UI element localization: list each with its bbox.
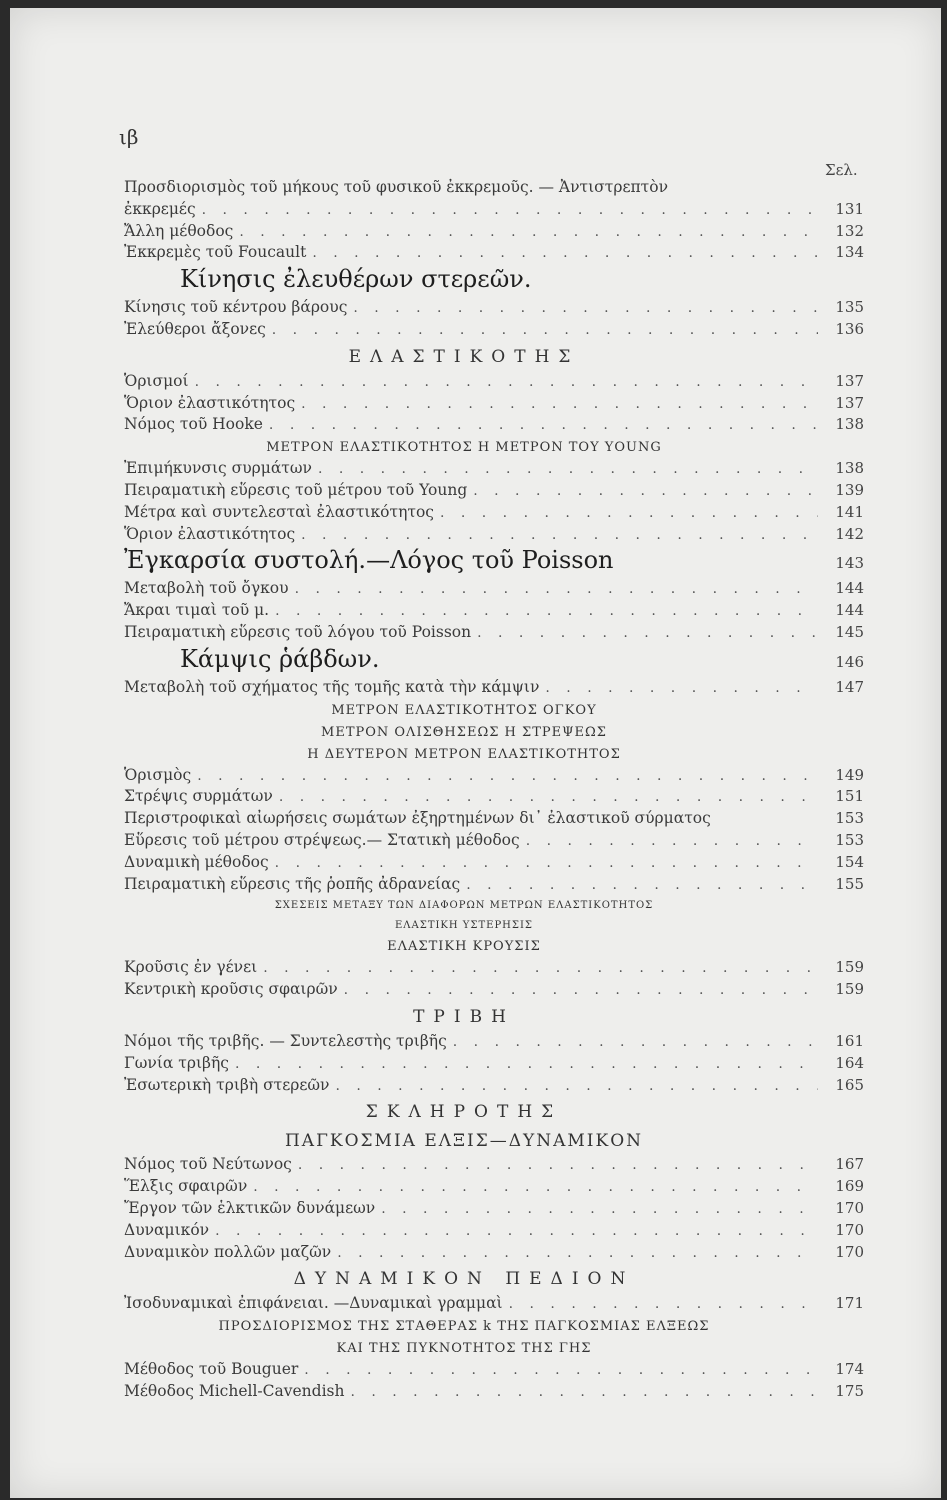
toc-entry: [124, 1221, 864, 1243]
entry-page-number: 144: [835, 601, 864, 620]
dot-leader: [263, 960, 818, 976]
dot-leader: [269, 417, 818, 433]
section-heading: ΕΛΑΣΤΙΚΗ ΥΣΤΕΡΗΣΙΣ: [395, 920, 533, 932]
entry-page-number: 143: [835, 554, 864, 573]
toc-entry: [124, 958, 864, 980]
toc-entry: [124, 415, 864, 437]
dot-leader: [195, 374, 818, 390]
entry-page-number: 174: [835, 1360, 864, 1379]
entry-title: Μέτρα καὶ συντελεσταὶ ἐλαστικότητος: [124, 502, 434, 521]
dot-leader: [215, 1223, 818, 1239]
dot-leader: [197, 768, 818, 784]
dot-leader: [312, 245, 818, 261]
toc-entry: [124, 200, 864, 222]
entry-title: Μέθοδος τοῦ Bouguer: [124, 1360, 299, 1379]
entry-title: Ὁρισμὸς: [124, 765, 192, 784]
toc-entry: [124, 1032, 864, 1054]
dot-leader: [275, 855, 818, 871]
entry-page-number: 151: [835, 787, 864, 806]
dot-leader: [344, 982, 818, 998]
entry-title: Ὅριον ἐλαστικότητος: [124, 393, 296, 412]
page-number: ιβ: [119, 125, 139, 149]
dot-leader: [279, 789, 818, 805]
dot-leader: [239, 224, 818, 240]
entry-page-number: 170: [835, 1220, 864, 1239]
entry-title: Εὕρεσις τοῦ μέτρου στρέψεως.— Στατικὴ μέθοδος: [124, 830, 520, 849]
toc-entry: [124, 809, 864, 831]
dot-leader: [526, 833, 818, 849]
entry-title: Ἔργον τῶν ἑλκτικῶν δυνάμεων: [124, 1198, 376, 1217]
entry-title: Δυναμικὸν πολλῶν μαζῶν: [124, 1242, 332, 1261]
entry-page-number: 131: [835, 199, 864, 218]
entry-title: Ὁρισμοί: [124, 371, 189, 390]
dot-leader: [253, 1179, 818, 1195]
section-heading: ΕΛΑΣΤΙΚΗ ΚΡΟΥΣΙΣ: [387, 939, 541, 955]
entry-title: Ὅριον ἐλαστικότητος: [124, 524, 296, 543]
entry-title: Κάμψις ῥάβδων.: [180, 644, 380, 673]
dot-leader: [318, 461, 818, 477]
toc-entry: [124, 481, 864, 503]
entry-page-number: 164: [835, 1053, 864, 1072]
toc-entry: [124, 1360, 864, 1382]
page-column-label: Σελ.: [825, 161, 858, 179]
toc-entry: [124, 1294, 864, 1316]
toc-entry: [124, 243, 864, 265]
toc-entry: [124, 372, 864, 394]
dot-leader: [509, 1296, 818, 1312]
dot-leader: [477, 625, 818, 641]
entry-title: Μέθοδος Michell-Cavendish: [124, 1381, 345, 1400]
entry-page-number: 137: [835, 371, 864, 390]
entry-title: Πειραματικὴ εὕρεσις τῆς ῥοπῆς ἀδρανείας: [124, 874, 461, 893]
entry-page-number: 169: [835, 1177, 864, 1196]
entry-page-number: 138: [835, 459, 864, 478]
entry-title: Ἄκραι τιμαὶ τοῦ μ.: [124, 601, 270, 620]
entry-title: Ἄλλη μέθοδος: [124, 221, 234, 240]
toc-entry: [124, 601, 864, 623]
entry-page-number: 134: [835, 243, 864, 262]
entry-page-number: 136: [835, 319, 864, 338]
entry-title: Κεντρικὴ κροῦσις σφαιρῶν: [124, 980, 338, 999]
entry-page-number: 153: [835, 809, 864, 828]
entry-page-number: 171: [835, 1294, 864, 1313]
entry-title: ἐκκρεμές: [124, 199, 196, 218]
section-heading: ΜΕΤΡΟΝ ΕΛΑΣΤΙΚΟΤΗΤΟΣ Η ΜΕΤΡΟΝ ΤΟΥ YOUNG: [266, 440, 662, 456]
toc-entry: [124, 320, 864, 342]
toc-entry: [124, 298, 864, 320]
entry-title: Ἰσοδυναμικαὶ ἐπιφάνειαι. —Δυναμικαὶ γραμμαὶ: [124, 1294, 503, 1313]
section-heading: ΤΡΙΒΗ: [413, 1006, 515, 1027]
toc-entry: [124, 178, 864, 200]
toc-entry: [124, 459, 864, 481]
section-heading: ΠΑΓΚΟΣΜΙΑ ΕΛΞΙΣ—ΔΥΝΑΜΙΚΟΝ: [284, 1131, 644, 1152]
entry-page-number: 141: [835, 502, 864, 521]
dot-leader: [272, 322, 818, 338]
toc-entry: [124, 831, 864, 853]
section-heading: ΜΕΤΡΟΝ ΕΛΑΣΤΙΚΟΤΗΤΟΣ ΟΓΚΟΥ: [331, 702, 597, 718]
table-of-contents: [124, 178, 864, 1404]
dot-leader: [335, 1078, 818, 1094]
section-heading: ΠΡΟΣΔΙΟΡΙΣΜΟΣ ΤΗΣ ΣΤΑΘΕΡΑΣ k ΤΗΣ ΠΑΓΚΟΣΜΙΑΣ ΕΛΞΕΩΣ: [218, 1319, 710, 1335]
toc-entry: [124, 787, 864, 809]
entry-page-number: 149: [835, 765, 864, 784]
dot-leader: [298, 1157, 818, 1173]
entry-page-number: 142: [835, 524, 864, 543]
dot-leader: [202, 202, 818, 218]
toc-entry: [124, 678, 864, 700]
entry-title: Νόμος τοῦ Hooke: [124, 415, 263, 434]
chapter-entry: [124, 265, 864, 298]
dot-leader: [301, 396, 818, 412]
entry-title: Ἐσωτερικὴ τριβὴ στερεῶν: [124, 1075, 330, 1094]
toc-entry: [124, 1076, 864, 1098]
entry-title: Κροῦσις ἐν γένει: [124, 958, 258, 977]
dot-leader: [545, 680, 818, 696]
dot-leader: [440, 505, 818, 521]
entry-page-number: 139: [835, 480, 864, 499]
section-heading: ΣΚΛΗΡΟΤΗΣ: [365, 1102, 563, 1123]
toc-entry: [124, 1155, 864, 1177]
entry-page-number: 147: [835, 677, 864, 696]
entry-page-number: 135: [835, 298, 864, 317]
entry-page-number: 146: [835, 652, 864, 671]
toc-entry: [124, 525, 864, 547]
dot-leader: [453, 1034, 818, 1050]
entry-page-number: 159: [835, 958, 864, 977]
entry-page-number: 170: [835, 1198, 864, 1217]
entry-title: Νόμος τοῦ Νεύτωνος: [124, 1155, 292, 1174]
toc-entry: [124, 853, 864, 875]
entry-page-number: 137: [835, 393, 864, 412]
entry-page-number: 161: [835, 1031, 864, 1050]
entry-page-number: 138: [835, 415, 864, 434]
entry-title: Μεταβολὴ τοῦ σχήματος τῆς τομῆς κατὰ τὴν κάμψιν: [124, 677, 540, 696]
entry-title: Ἕλξις σφαιρῶν: [124, 1177, 248, 1196]
entry-title: Πειραματικὴ εὕρεσις τοῦ λόγου τοῦ Poisson: [124, 622, 472, 641]
toc-entry: [124, 1054, 864, 1076]
entry-title: Κίνησις τοῦ κέντρου βάρους: [124, 298, 348, 317]
entry-page-number: 170: [835, 1242, 864, 1261]
dot-leader: [301, 527, 818, 543]
entry-title: Δυναμικὴ μέθοδος: [124, 852, 269, 871]
toc-entry: [124, 623, 864, 645]
toc-entry: [124, 1199, 864, 1221]
entry-page-number: 167: [835, 1155, 864, 1174]
dot-leader: [381, 1201, 818, 1217]
toc-entry: [124, 222, 864, 244]
entry-title: Προσδιορισμὸς τοῦ μήκους τοῦ φυσικοῦ ἐκκρεμοῦς. — Ἀντιστρεπτὸν: [124, 178, 668, 196]
dot-leader: [275, 603, 818, 619]
entry-title: Ἐγκαρσία συστολή.—Λόγος τοῦ Poisson: [124, 546, 614, 575]
section-heading: ΔΥΝΑΜΙΚΟΝ ΠΕΔΙΟΝ: [293, 1269, 635, 1290]
chapter-entry: [124, 546, 864, 579]
toc-entry: [124, 1382, 864, 1404]
dot-leader: [353, 300, 818, 316]
toc-entry: [124, 579, 864, 601]
toc-entry: [124, 766, 864, 788]
entry-title: Στρέψις συρμάτων: [124, 787, 273, 806]
section-heading: ΜΕΤΡΟΝ ΟΛΙΣΘΗΣΕΩΣ Η ΣΤΡΕΨΕΩΣ: [321, 724, 607, 740]
dot-leader: [235, 1056, 818, 1072]
entry-title: Πειραματικὴ εὕρεσις τοῦ μέτρου τοῦ Young: [124, 480, 468, 499]
section-heading: ΕΛΑΣΤΙΚΟΤΗΣ: [348, 346, 580, 367]
entry-page-number: 145: [835, 622, 864, 641]
entry-title: Δυναμικόν: [124, 1220, 210, 1239]
toc-entry: [124, 1177, 864, 1199]
dot-leader: [304, 1362, 818, 1378]
dot-leader: [337, 1245, 818, 1261]
book-page: [10, 8, 941, 1498]
entry-page-number: 175: [835, 1381, 864, 1400]
entry-page-number: 153: [835, 830, 864, 849]
toc-entry: [124, 980, 864, 1002]
section-heading: ΣΧΕΣΕΙΣ ΜΕΤΑΞΥ ΤΩΝ ΔΙΑΦΟΡΩΝ ΜΕΤΡΩΝ ΕΛΑΣΤΙΚΟΤΗΤΟΣ: [274, 900, 654, 912]
entry-title: Ἐκκρεμὲς τοῦ Foucault: [124, 243, 307, 262]
entry-page-number: 159: [835, 980, 864, 999]
chapter-entry: [124, 645, 864, 678]
toc-entry: [124, 875, 864, 897]
entry-title: Νόμοι τῆς τριβῆς. — Συντελεστὴς τριβῆς: [124, 1031, 447, 1050]
dot-leader: [295, 581, 818, 597]
entry-title: Γωνία τριβῆς: [124, 1053, 229, 1072]
entry-page-number: 132: [835, 221, 864, 240]
dot-leader: [473, 483, 818, 499]
entry-title: Ἐπιμήκυνσις συρμάτων: [124, 459, 312, 478]
entry-page-number: 165: [835, 1075, 864, 1094]
section-heading: ΚΑΙ ΤΗΣ ΠΥΚΝΟΤΗΤΟΣ ΤΗΣ ΓΗΣ: [336, 1341, 592, 1357]
entry-title: Περιστροφικαὶ αἰωρήσεις σωμάτων ἐξηρτημένων δι᾽ ἐλαστικοῦ σύρματος: [124, 809, 711, 828]
toc-entry: [124, 394, 864, 416]
toc-entry: [124, 503, 864, 525]
entry-title: Κίνησις ἐλευθέρων στερεῶν.: [180, 265, 532, 294]
entry-page-number: 144: [835, 579, 864, 598]
entry-page-number: 155: [835, 874, 864, 893]
entry-page-number: 154: [835, 852, 864, 871]
toc-entry: [124, 1243, 864, 1265]
entry-title: Μεταβολὴ τοῦ ὄγκου: [124, 579, 289, 598]
dot-leader: [350, 1384, 818, 1400]
dot-leader: [466, 877, 818, 893]
entry-title: Ἐλεύθεροι ἄξονες: [124, 319, 266, 338]
section-heading: Η ΔΕΥΤΕΡΟΝ ΜΕΤΡΟΝ ΕΛΑΣΤΙΚΟΤΗΤΟΣ: [307, 746, 621, 762]
